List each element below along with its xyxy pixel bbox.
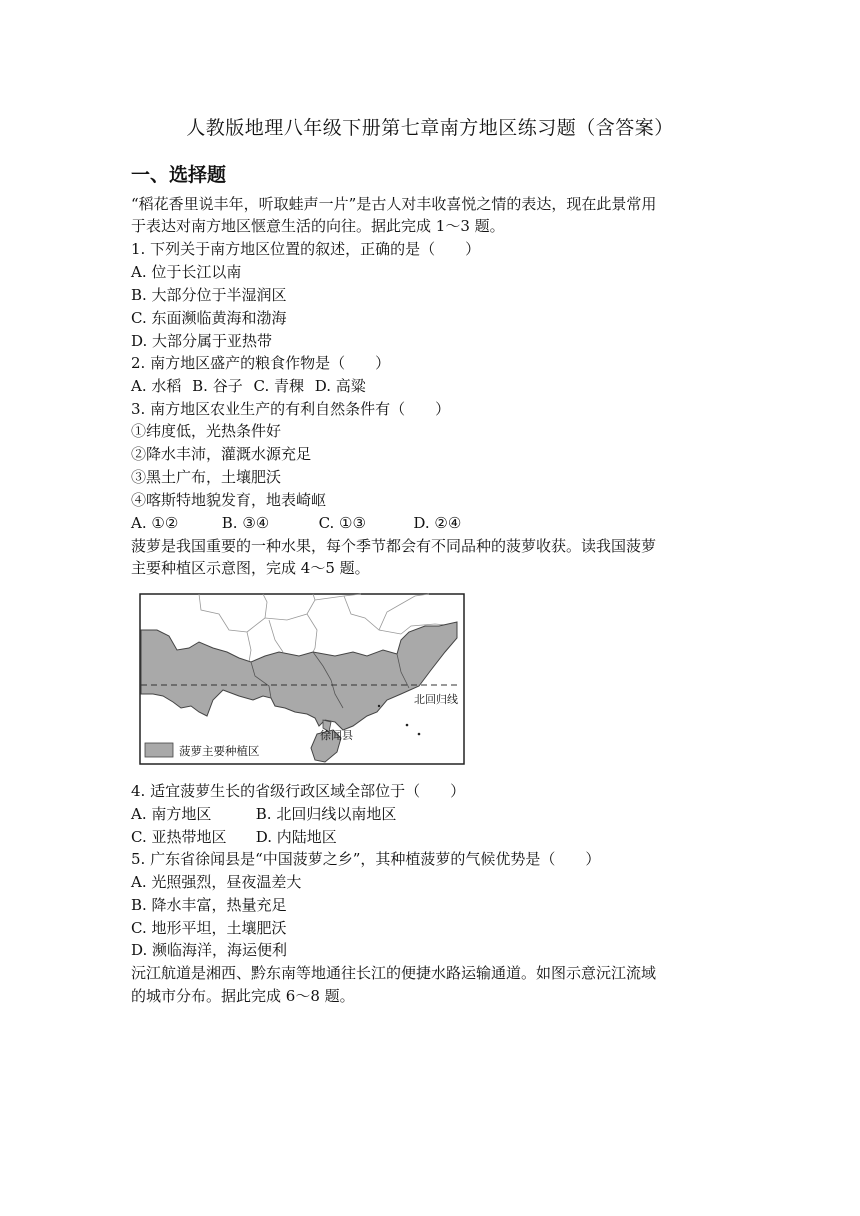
q3-options-row	[131, 512, 741, 534]
intro-paragraph-line: 菠萝是我国重要的一种水果，每个季节都会有不同品种的菠萝收获。读我国菠萝	[131, 537, 657, 555]
question-1-stem: 1. 下列关于南方地区位置的叙述，正确的是（ ）	[131, 240, 481, 258]
intro-paragraph-line: 的城市分布。据此完成 6～8 题。	[131, 987, 355, 1005]
q3-statement-4: ④喀斯特地貌发育，地表崎岖	[131, 491, 327, 509]
q2-options-row	[131, 375, 741, 397]
q1-option-c: C. 东面濒临黄海和渤海	[131, 309, 287, 327]
q3-option-c: C. ①③	[318, 514, 366, 532]
q2-option-d: D. 高粱	[314, 377, 366, 395]
q1-option-b: B. 大部分位于半湿润区	[131, 286, 287, 304]
q1-option-d: D. 大部分属于亚热带	[131, 332, 273, 350]
document-title: 人教版地理八年级下册第七章南方地区练习题（含答案）	[186, 117, 674, 139]
q2-option-c: C. 青稞	[253, 377, 304, 395]
island-dot	[418, 733, 421, 736]
q5-option-c: C. 地形平坦，土壤肥沃	[131, 919, 287, 937]
question-3-stem: 3. 南方地区农业生产的有利自然条件有（ ）	[131, 400, 451, 418]
legend-label: 菠萝主要种植区	[179, 744, 260, 758]
q4-options-row-2	[131, 826, 741, 848]
intro-paragraph-line: 于表达对南方地区惬意生活的向往。据此完成 1～3 题。	[131, 217, 505, 235]
island-dot	[406, 724, 409, 727]
q5-option-a: A. 光照强烈，昼夜温差大	[131, 873, 302, 891]
xuwen-label: 徐闻县	[320, 729, 353, 742]
q4-option-b: B. 北回归线以南地区	[255, 805, 397, 823]
q3-option-d: D. ②④	[413, 514, 462, 532]
intro-paragraph-line: “稻花香里说丰年，听取蛙声一片”是古人对丰收喜悦之情的表达，现在此景常用	[131, 195, 657, 213]
q3-option-a: A. ①②	[131, 514, 179, 532]
question-5-stem: 5. 广东省徐闻县是“中国菠萝之乡”，其种植菠萝的气候优势是（ ）	[131, 850, 601, 868]
q3-statement-1: ①纬度低，光热条件好	[131, 422, 282, 440]
q3-statement-2: ②降水丰沛，灌溉水源充足	[131, 445, 312, 463]
tropic-label: 北回归线	[414, 693, 458, 706]
intro-paragraph-line: 沅江航道是湘西、黔东南等地通往长江的便捷水路运输通道。如图示意沅江流域	[131, 964, 657, 982]
island-dot	[378, 705, 380, 707]
q5-option-b: B. 降水丰富，热量充足	[131, 896, 287, 914]
q2-option-b: B. 谷子	[192, 377, 243, 395]
q4-option-d: D. 内陆地区	[255, 828, 337, 846]
q4-option-c: C. 亚热带地区	[131, 828, 227, 846]
q4-option-a: A. 南方地区	[131, 805, 212, 823]
q4-options-row-1	[131, 803, 741, 825]
pineapple-planting-map	[139, 590, 467, 768]
q5-option-d: D. 濒临海洋，海运便利	[131, 941, 288, 959]
intro-paragraph-line: 主要种植区示意图，完成 4～5 题。	[131, 559, 370, 577]
question-4-stem: 4. 适宜菠萝生长的省级行政区域全部位于（ ）	[131, 782, 466, 800]
q1-option-a: A. 位于长江以南	[131, 263, 242, 281]
question-2-stem: 2. 南方地区盛产的粮食作物是（ ）	[131, 354, 391, 372]
legend-swatch	[145, 743, 173, 757]
q3-option-b: B. ③④	[221, 514, 270, 532]
q3-statement-3: ③黑土广布，土壤肥沃	[131, 468, 282, 486]
q2-option-a: A. 水稻	[131, 377, 182, 395]
section-heading: 一、选择题	[131, 164, 227, 186]
